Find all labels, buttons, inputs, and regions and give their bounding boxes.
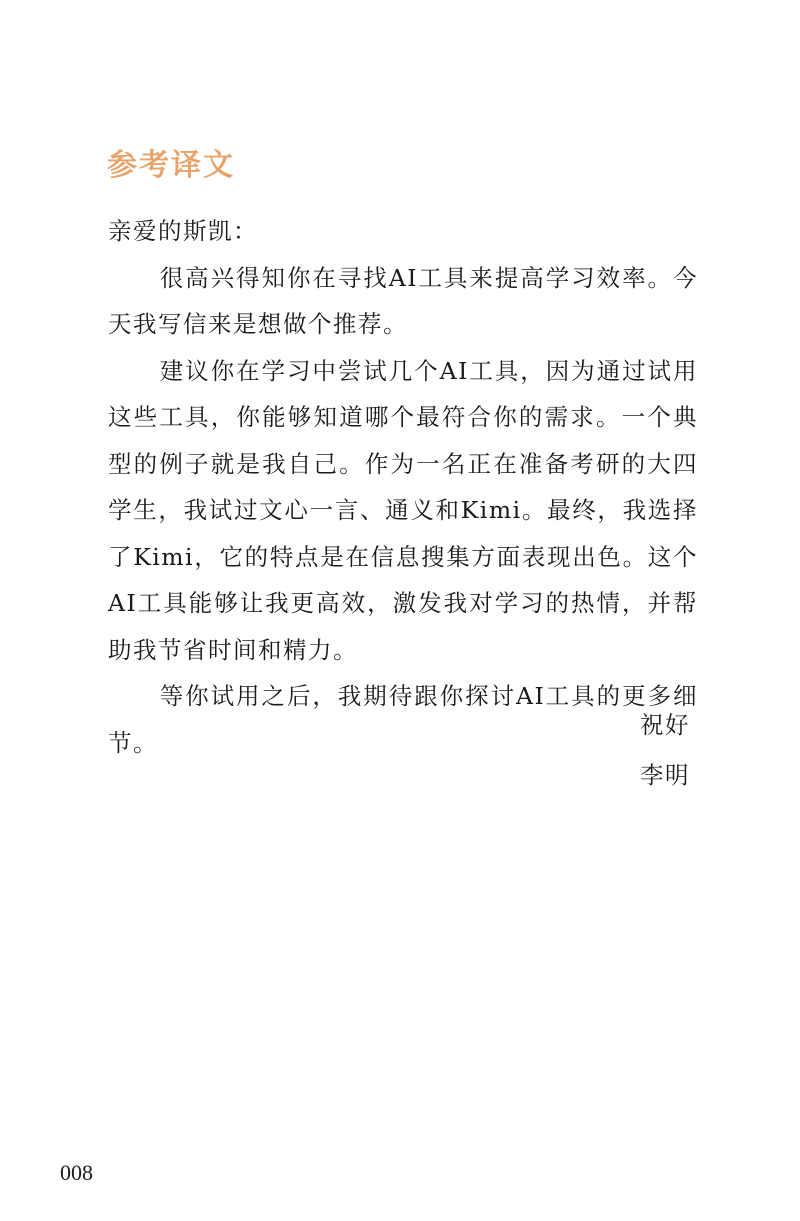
letter-greeting: 亲爱的斯凯： [108,217,258,245]
letter-paragraph: 等你试用之后，我期待跟你探讨AI工具的更多细节。 [108,682,698,757]
letter-paragraph: 很高兴得知你在寻找AI工具来提高学习效率。今天我写信来是想做个推荐。 [108,263,698,338]
letter-signature: 李明 [640,761,690,789]
page-number: 008 [60,1160,93,1185]
letter-body [108,208,698,766]
letter-paragraph: 建议你在学习中尝试几个AI工具，因为通过试用这些工具，你能够知道哪个最符合你的需求。一个典型的例子就是我自己。作为一名正在准备考研的大四学生，我试过文心一言、通义和Kimi。最终，我选择了Kimi，它的特点是在信息搜集方面表现出色。这个AI工具能够让我更高效，激发我对学习的热情，并帮助我节省时间和精力。 [108,356,698,664]
section-title: 参考译文 [107,148,235,183]
letter-closing: 祝好 [640,711,690,739]
letter-closing-block [640,700,690,800]
